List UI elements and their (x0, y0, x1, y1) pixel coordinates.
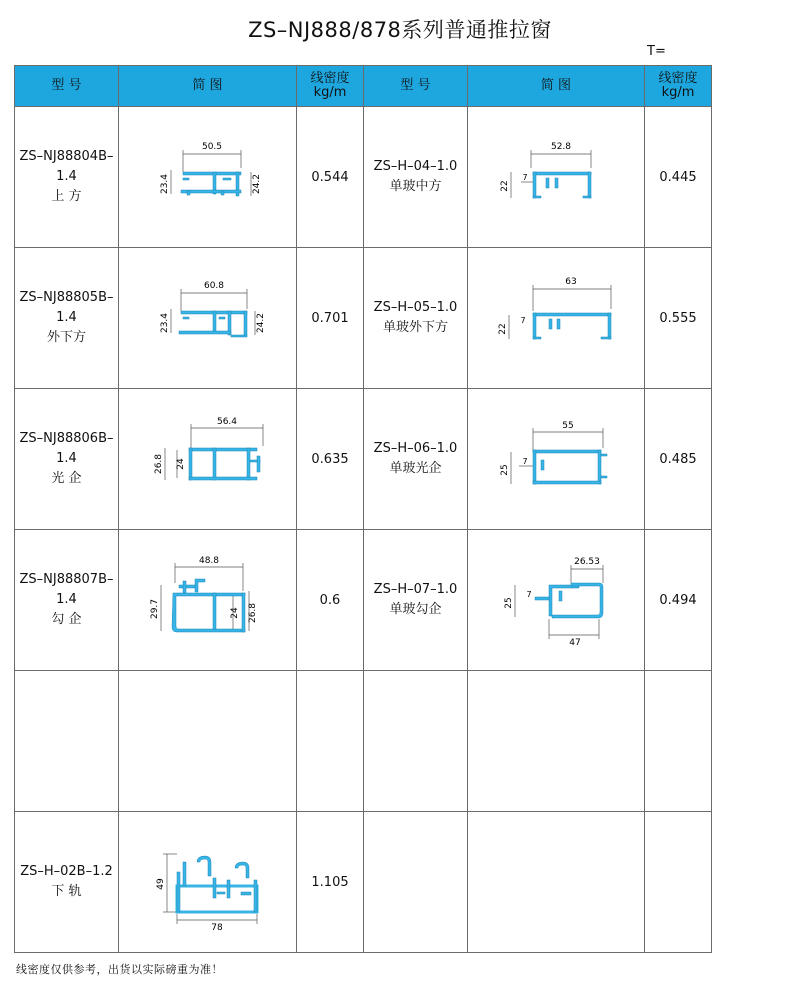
model-name: 外下方 (46, 330, 86, 345)
weight-cell: 0.635 (297, 389, 364, 530)
table-row (15, 107, 712, 248)
weight-cell (645, 671, 712, 812)
table-row (15, 812, 712, 953)
header-model-left: 型 号 (15, 66, 119, 107)
dim-height: 25 (504, 597, 514, 609)
model-cell (15, 248, 119, 389)
footer-note: 线密度仅供参考，出货以实际磅重为准！ (16, 963, 223, 976)
dim-width: 60.8 (203, 281, 224, 291)
model-name: 单玻光企 (389, 461, 442, 476)
model-name: 单玻外下方 (382, 320, 448, 335)
dim-height: 26.8 (247, 602, 258, 624)
dim-notch: 7 (522, 173, 528, 182)
drawing-cell (468, 812, 645, 953)
model-cell (15, 530, 119, 671)
dim-width: 52.8 (550, 142, 572, 152)
dim-width: 56.4 (216, 417, 237, 427)
dim-height: 26.8 (153, 453, 164, 475)
model-cell (364, 671, 468, 812)
weight-cell: 0.494 (645, 530, 712, 671)
table-row (15, 530, 712, 671)
header-model-right: 型 号 (364, 66, 468, 107)
dim-notch: 7 (520, 316, 526, 325)
dim-width: 78 (210, 923, 223, 932)
drawing-cell (119, 389, 297, 530)
weight-cell (645, 812, 712, 953)
table-row (15, 389, 712, 530)
model-name: 单玻勾企 (389, 602, 442, 617)
weight-cell: 0.701 (297, 248, 364, 389)
profile-drawing (471, 555, 641, 645)
profile-drawing (123, 414, 293, 504)
model-code: ZS–H–05–1.0 (373, 300, 458, 315)
model-code: ZS–NJ88805B–1.4 (19, 290, 114, 325)
drawing-cell (119, 107, 297, 248)
drawing-cell (468, 107, 645, 248)
weight-cell: 0.445 (645, 107, 712, 248)
profile-drawing (471, 273, 641, 363)
t-mark: T= (647, 44, 666, 59)
dim-notch: 7 (522, 457, 528, 466)
model-code: ZS–H–04–1.0 (373, 159, 458, 174)
weight-cell (297, 671, 364, 812)
dim-height: 23.4 (159, 173, 170, 195)
header-density-line1: 线密度 (658, 71, 698, 86)
dim-height: 25 (500, 464, 510, 476)
profile-drawing (471, 132, 641, 222)
dim-height: 24.2 (255, 312, 266, 334)
model-cell (15, 389, 119, 530)
profile-drawing (123, 555, 293, 645)
header-density-right (645, 66, 712, 107)
model-cell (364, 107, 468, 248)
drawing-cell (468, 671, 645, 812)
model-name: 下 轨 (51, 884, 82, 899)
drawing-cell (119, 812, 297, 953)
model-name: 上 方 (51, 189, 82, 204)
model-code: ZS–NJ88804B–1.4 (19, 149, 114, 184)
model-code: ZS–NJ88807B–1.4 (19, 572, 114, 607)
header-drawing-right: 简 图 (468, 66, 645, 107)
model-name: 单玻中方 (389, 179, 442, 194)
dim-width: 50.5 (201, 142, 222, 152)
drawing-cell (468, 530, 645, 671)
model-code: ZS–H–07–1.0 (373, 582, 458, 597)
dim-height: 29.7 (149, 598, 160, 620)
model-code: ZS–H–02B–1.2 (20, 864, 113, 879)
model-cell (364, 389, 468, 530)
dim-notch: 7 (526, 590, 532, 599)
model-cell (15, 107, 119, 248)
dim-width: 48.8 (198, 556, 219, 566)
model-name: 勾 企 (51, 612, 82, 627)
table-header-row (15, 66, 712, 107)
profile-drawing (123, 273, 293, 363)
table-row (15, 671, 712, 812)
dim-height: 24 (175, 458, 186, 470)
header-density-line2: kg/m (313, 85, 347, 100)
dim-height: 24 (229, 607, 240, 619)
drawing-cell (468, 389, 645, 530)
weight-cell: 0.485 (645, 389, 712, 530)
profile-drawing (123, 832, 293, 932)
dim-height: 22 (498, 323, 508, 335)
model-cell (364, 530, 468, 671)
dim-width: 26.53 (574, 557, 600, 567)
model-name: 光 企 (51, 471, 82, 486)
weight-cell: 0.6 (297, 530, 364, 671)
header-density-line2: kg/m (661, 85, 695, 100)
model-cell (364, 812, 468, 953)
model-code: ZS–H–06–1.0 (373, 441, 458, 456)
dim-height: 23.4 (159, 312, 170, 334)
drawing-cell (119, 530, 297, 671)
page-title: ZS–NJ888/878系列普通推拉窗 (248, 18, 552, 42)
dim-width: 63 (565, 277, 577, 287)
drawing-cell (119, 671, 297, 812)
drawing-cell (468, 248, 645, 389)
dim-height: 49 (155, 878, 166, 890)
model-code: ZS–NJ88806B–1.4 (19, 431, 114, 466)
dim-height: 22 (500, 180, 510, 192)
profile-drawing (471, 414, 641, 504)
dim-width: 47 (569, 638, 581, 645)
weight-cell: 0.544 (297, 107, 364, 248)
profile-drawing (123, 132, 293, 222)
header-density-line1: 线密度 (310, 71, 350, 86)
dim-width: 55 (562, 421, 574, 431)
table-row (15, 248, 712, 389)
weight-cell: 0.555 (645, 248, 712, 389)
dim-height: 24.2 (251, 173, 262, 195)
drawing-cell (119, 248, 297, 389)
model-cell (364, 248, 468, 389)
model-cell (15, 812, 119, 953)
header-drawing-left: 简 图 (119, 66, 297, 107)
model-cell (15, 671, 119, 812)
profile-spec-table (14, 65, 712, 953)
header-density-left (297, 66, 364, 107)
weight-cell: 1.105 (297, 812, 364, 953)
